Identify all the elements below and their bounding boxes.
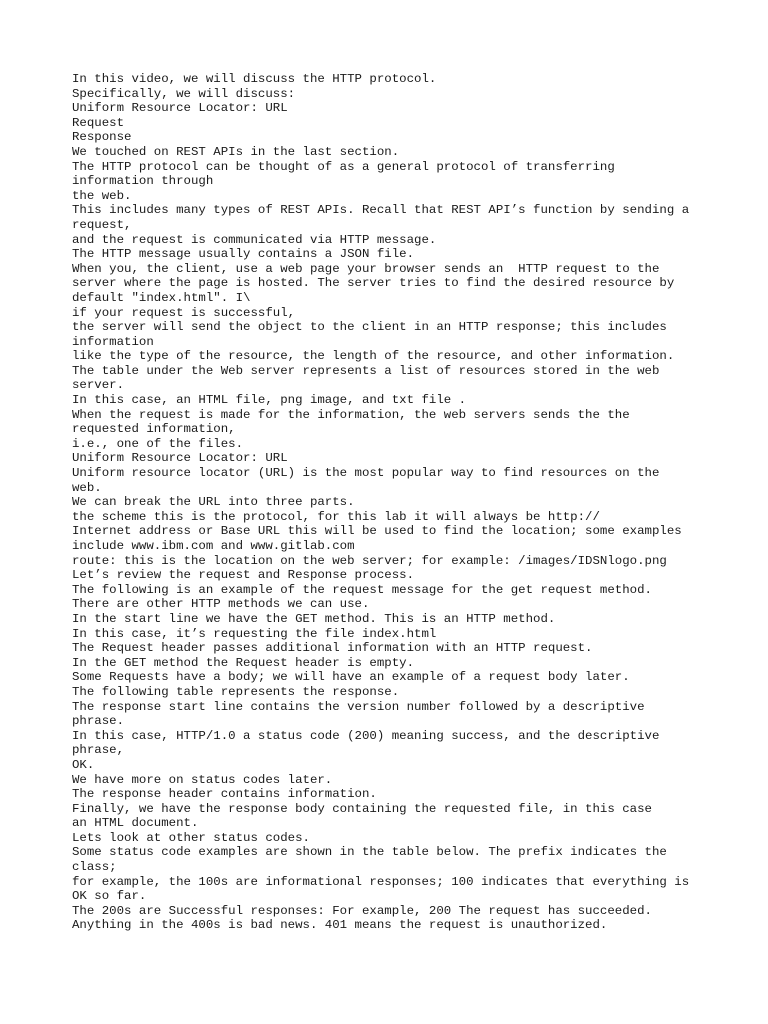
text-line: Let’s review the request and Response process.	[72, 568, 415, 583]
text-line: Uniform Resource Locator: URL	[72, 101, 288, 116]
text-line: the web.	[72, 188, 132, 203]
text-line: OK.	[72, 757, 95, 772]
text-line: default "index.html". I\	[72, 290, 251, 305]
text-line: The table under the Web server represents a list of resources stored in the web	[72, 363, 660, 378]
text-line: Uniform Resource Locator: URL	[72, 451, 288, 466]
text-line: This includes many types of REST APIs. Recall that REST API’s function by sending a	[72, 203, 690, 218]
text-line: requested information,	[72, 422, 236, 437]
text-line: Some Requests have a body; we will have an example of a request body later.	[72, 670, 630, 685]
text-line: In this video, we will discuss the HTTP protocol.	[72, 72, 437, 86]
text-line: Finally, we have the response body containing the requested file, in this case	[72, 801, 652, 816]
text-line: Uniform resource locator (URL) is the most popular way to find resources on the	[72, 466, 660, 481]
text-line: The response start line contains the version number followed by a descriptive	[72, 699, 645, 714]
text-line: The HTTP protocol can be thought of as a general protocol of transferring	[72, 159, 615, 174]
text-line: the scheme this is the protocol, for this lab it will always be http://	[72, 509, 600, 524]
text-line: an HTML document.	[72, 816, 199, 831]
text-line: The following table represents the response.	[72, 684, 400, 699]
text-line: In this case, an HTML file, png image, and txt file .	[72, 393, 467, 408]
text-line: like the type of the resource, the length of the resource, and other information.	[72, 349, 675, 364]
text-line: for example, the 100s are informational responses; 100 indicates that everything is	[72, 874, 690, 889]
text-line: class;	[72, 860, 117, 875]
text-line: web.	[72, 480, 102, 495]
text-line: In this case, HTTP/1.0 a status code (200) meaning success, and the descriptive	[72, 728, 660, 743]
text-line: information	[72, 334, 154, 349]
text-line: phrase.	[72, 714, 125, 729]
text-line: In this case, it’s requesting the file index.html	[72, 626, 437, 641]
text-line: We have more on status codes later.	[72, 772, 333, 787]
text-line: information through	[72, 174, 214, 189]
text-line: request,	[72, 217, 132, 232]
text-line: and the request is communicated via HTTP message.	[72, 232, 437, 247]
text-line: route: this is the location on the web server; for example: /images/IDSNlogo.png	[72, 553, 667, 568]
text-line: i.e., one of the files.	[72, 436, 244, 451]
text-line: Lets look at other status codes.	[72, 830, 310, 845]
text-line: We touched on REST APIs in the last section.	[72, 144, 400, 159]
text-line: server where the page is hosted. The server tries to find the desired resource by	[72, 276, 675, 291]
text-line: The Request header passes additional information with an HTTP request.	[72, 641, 593, 656]
text-line: Specifically, we will discuss:	[72, 86, 296, 101]
text-line: When you, the client, use a web page your browser sends an HTTP request to the	[72, 261, 660, 276]
text-line: Some status code examples are shown in the table below. The prefix indicates the	[72, 845, 667, 860]
text-line: The response header contains information.	[72, 787, 377, 802]
transcript-text	[72, 72, 712, 933]
text-line: There are other HTTP methods we can use.	[72, 597, 370, 612]
text-line: In the start line we have the GET method. This is an HTTP method.	[72, 611, 556, 626]
text-line: Internet address or Base URL this will be used to find the location; some examples	[72, 524, 682, 539]
text-line: OK so far.	[72, 889, 147, 904]
text-line: When the request is made for the information, the web servers sends the the	[72, 407, 630, 422]
text-line: In the GET method the Request header is empty.	[72, 655, 415, 670]
text-line: phrase,	[72, 743, 125, 758]
text-line: The HTTP message usually contains a JSON file.	[72, 247, 415, 262]
text-line: include www.ibm.com and www.gitlab.com	[72, 539, 355, 553]
text-line: We can break the URL into three parts.	[72, 495, 355, 510]
text-line: Request	[72, 115, 125, 130]
text-line: server.	[72, 378, 125, 393]
text-line: The following is an example of the request message for the get request method.	[72, 582, 652, 597]
text-line: Response	[72, 130, 132, 145]
text-line: The 200s are Successful responses: For example, 200 The request has succeeded.	[72, 903, 652, 918]
text-line: the server will send the object to the client in an HTTP response; this includes	[72, 320, 667, 335]
text-line: Anything in the 400s is bad news. 401 means the request is unauthorized.	[72, 918, 608, 933]
text-line: if your request is successful,	[72, 305, 296, 320]
